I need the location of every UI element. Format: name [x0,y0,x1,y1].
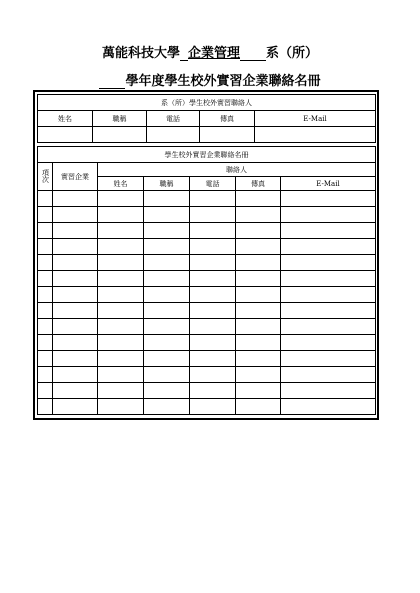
table-cell[interactable] [190,367,236,383]
contact-cell[interactable] [255,127,376,143]
table-cell[interactable] [38,239,53,255]
table-cell[interactable] [98,319,144,335]
department-name: 企業管理 [187,46,240,61]
table-cell[interactable] [38,191,53,207]
table-cell[interactable] [144,191,190,207]
table-row [38,399,376,415]
table-cell[interactable] [190,383,236,399]
table-cell[interactable] [53,335,98,351]
table-cell[interactable] [281,351,376,367]
table-cell[interactable] [144,319,190,335]
table-cell[interactable] [98,207,144,223]
table-row [38,367,376,383]
table-cell[interactable] [190,191,236,207]
table-cell[interactable] [38,399,53,415]
contact-table [37,94,376,143]
table-cell[interactable] [190,399,236,415]
table-cell[interactable] [144,367,190,383]
table-cell[interactable] [53,223,98,239]
table-cell[interactable] [190,271,236,287]
header-index-label: 項次 [41,168,50,183]
table-cell[interactable] [281,399,376,415]
school-title-line [0,43,420,61]
table-cell[interactable] [190,335,236,351]
table-cell[interactable] [38,271,53,287]
table-cell[interactable] [38,319,53,335]
table-cell[interactable] [190,223,236,239]
table-cell[interactable] [281,303,376,319]
sheet-title-line [0,71,420,89]
table-row [38,287,376,303]
table-cell[interactable] [53,383,98,399]
table-cell[interactable] [53,271,98,287]
table-cell[interactable] [236,239,281,255]
table-cell[interactable] [53,319,98,335]
contact-cell[interactable] [38,127,93,143]
table-cell[interactable] [98,335,144,351]
table-cell[interactable] [281,207,376,223]
table-cell[interactable] [236,351,281,367]
table-cell[interactable] [236,223,281,239]
table-row [38,303,376,319]
table-cell[interactable] [236,287,281,303]
table-cell[interactable] [98,255,144,271]
header-company: 實習企業 [53,163,98,191]
contact-cell[interactable] [93,127,147,143]
table-row [38,207,376,223]
table-cell[interactable] [281,335,376,351]
table-cell[interactable] [281,319,376,335]
table-cell[interactable] [144,335,190,351]
table-cell[interactable] [236,207,281,223]
table-row [38,319,376,335]
sheet-title: 學年度學生校外實習企業聯絡名冊 [125,74,321,89]
header-contact-group: 聯絡人 [98,163,376,177]
table-cell[interactable] [144,399,190,415]
table-cell[interactable] [38,383,53,399]
header-contact-email: E-Mail [281,177,376,191]
table-cell[interactable] [144,351,190,367]
table-row [38,223,376,239]
table-cell[interactable] [281,271,376,287]
table-cell[interactable] [53,399,98,415]
table-cell[interactable] [53,351,98,367]
table-cell[interactable] [281,383,376,399]
table-cell[interactable] [190,255,236,271]
school-name: 萬能科技大學 [101,46,180,61]
contact-cell[interactable] [200,127,255,143]
table-cell[interactable] [281,287,376,303]
table-cell[interactable] [38,207,53,223]
header-index [38,163,53,191]
table-row [38,239,376,255]
contact-header-title: 職稱 [93,111,147,127]
table-cell[interactable] [98,383,144,399]
table-cell[interactable] [38,223,53,239]
underline-blank [180,46,188,61]
contact-input-row [38,127,376,143]
table-cell[interactable] [144,239,190,255]
table-cell[interactable] [53,303,98,319]
contact-table-title: 系（所）學生校外實習聯絡人 [38,95,376,111]
year-blank [99,74,125,89]
table-cell[interactable] [53,287,98,303]
company-table [37,146,376,415]
table-cell[interactable] [190,207,236,223]
table-row [38,335,376,351]
table-cell[interactable] [98,399,144,415]
table-cell[interactable] [98,191,144,207]
table-cell[interactable] [53,255,98,271]
table-cell[interactable] [236,255,281,271]
table-cell[interactable] [38,255,53,271]
header-contact-fax: 傳真 [236,177,281,191]
table-cell[interactable] [144,287,190,303]
table-cell[interactable] [38,303,53,319]
company-table-title: 學生校外實習企業聯絡名冊 [38,147,376,163]
table-cell[interactable] [144,255,190,271]
header-contact-name: 姓名 [98,177,144,191]
table-cell[interactable] [98,367,144,383]
table-cell[interactable] [281,239,376,255]
contact-header-fax: 傳真 [200,111,255,127]
table-row [38,271,376,287]
table-cell[interactable] [190,239,236,255]
table-cell[interactable] [98,351,144,367]
table-cell[interactable] [236,271,281,287]
table-cell[interactable] [236,319,281,335]
table-cell[interactable] [236,367,281,383]
table-cell[interactable] [190,303,236,319]
header-contact-phone: 電話 [190,177,236,191]
table-cell[interactable] [98,223,144,239]
table-cell[interactable] [281,191,376,207]
table-cell[interactable] [190,319,236,335]
table-cell[interactable] [144,271,190,287]
table-cell[interactable] [281,255,376,271]
contact-header-email: E-Mail [255,111,376,127]
table-cell[interactable] [144,303,190,319]
table-cell[interactable] [236,399,281,415]
table-cell[interactable] [236,335,281,351]
table-cell[interactable] [53,239,98,255]
contact-header-name: 姓名 [38,111,93,127]
header-contact-title: 職稱 [144,177,190,191]
table-row [38,255,376,271]
table-cell[interactable] [53,207,98,223]
table-cell[interactable] [236,191,281,207]
table-cell[interactable] [38,351,53,367]
table-cell[interactable] [144,207,190,223]
table-cell[interactable] [98,287,144,303]
table-cell[interactable] [38,367,53,383]
contact-cell[interactable] [147,127,200,143]
table-cell[interactable] [236,303,281,319]
table-cell[interactable] [190,351,236,367]
contact-header-phone: 電話 [147,111,200,127]
table-cell[interactable] [144,223,190,239]
table-cell[interactable] [38,287,53,303]
table-cell[interactable] [53,367,98,383]
table-row [38,383,376,399]
table-cell[interactable] [236,383,281,399]
table-cell[interactable] [281,367,376,383]
table-cell[interactable] [98,239,144,255]
table-row [38,351,376,367]
company-rows [38,191,376,415]
table-cell[interactable] [98,303,144,319]
table-cell[interactable] [144,383,190,399]
table-row [38,191,376,207]
department-suffix: 系（所） [266,46,319,61]
underline-blank [240,46,266,61]
table-cell[interactable] [190,287,236,303]
table-cell[interactable] [38,335,53,351]
table-cell[interactable] [281,223,376,239]
table-cell[interactable] [53,191,98,207]
table-cell[interactable] [98,271,144,287]
